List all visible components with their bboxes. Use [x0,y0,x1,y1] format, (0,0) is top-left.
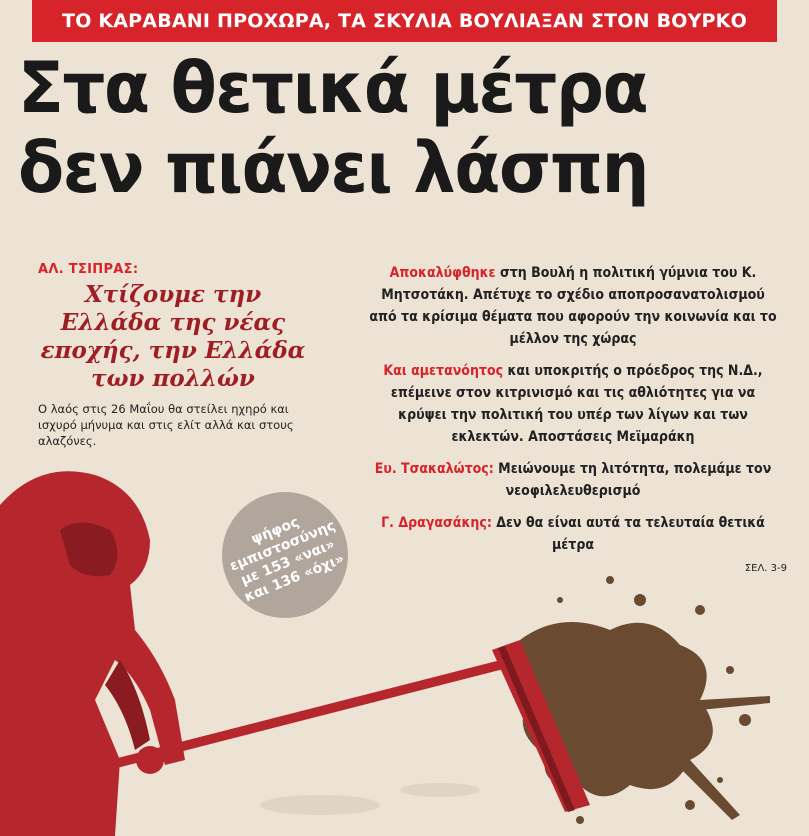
news-item-text: στη Βουλή η πολιτική γύμνια του Κ. Μητσοτάκη. Απέτυχε το σχέδιο αποπροσανατολισμού από τα κρίσιμα θέματα που αφορούν την κοινωνία και το μέλλον της χώρας [369,265,777,347]
vote-badge [222,492,348,618]
mud-splatter [512,576,770,824]
vote-badge-text: ψήφος εμπιστοσύνης με 153 «ναι» και 136 «όχι» [227,514,347,606]
news-item [368,360,778,448]
page-reference: ΣΕΛ. 3-9 [744,563,787,574]
broom [110,640,590,812]
headline [18,48,767,208]
news-item-text: Δεν θα είναι αυτά τα τελευταία θετικά μέτρα [491,515,765,553]
left-column [38,262,338,449]
cleaning-illustration [0,460,809,836]
news-item-lead: Και αμετανόητος [383,363,504,379]
worker-figure [0,471,185,836]
top-banner: ΤΟ ΚΑΡΑΒΑΝΙ ΠΡΟΧΩΡΑ, ΤΑ ΣΚΥΛΙΑ ΒΟΥΛΙΑΞΑΝ ΣΤΟΝ ΒΟΥΡΚΟ [32,0,777,42]
news-item-lead: Ευ. Τσακαλώτος: [374,461,494,477]
news-item-text: και υποκριτής ο πρόεδρος της Ν.Δ., επέμεινε στον κιτρινισμό και τις αθλιότητες για να κρύψει την πολιτική του υπέρ των λίγων και των εκλεκτών. Αποστάσεις Μεϊμαράκη [390,363,763,445]
left-subhead: Χτίζουμε την Ελλάδα της νέας εποχής, την Ελλάδα των πολλών [40,281,306,392]
left-kicker: ΑΛ. ΤΣΙΠΡΑΣ: [38,262,139,277]
headline-line-2: δεν πιάνει λάσπη [18,127,648,209]
headline-line-1: Στα θετικά μέτρα [18,47,648,129]
news-item-lead: Γ. Δραγασάκης: [381,515,492,531]
smudges [260,783,480,815]
news-item [368,262,778,350]
left-lede: Ο λαός στις 26 Μαΐου θα στείλει ηχηρό και ισχυρό μήνυμα και στις ελίτ αλλά και στους αλαζόνες. [38,402,294,448]
news-item-text: Μειώνουμε τη λιτότητα, πολεμάμε τον νεοφιλελευθερισμό [493,461,772,499]
news-item-lead: Αποκαλύφθηκε [389,265,496,281]
